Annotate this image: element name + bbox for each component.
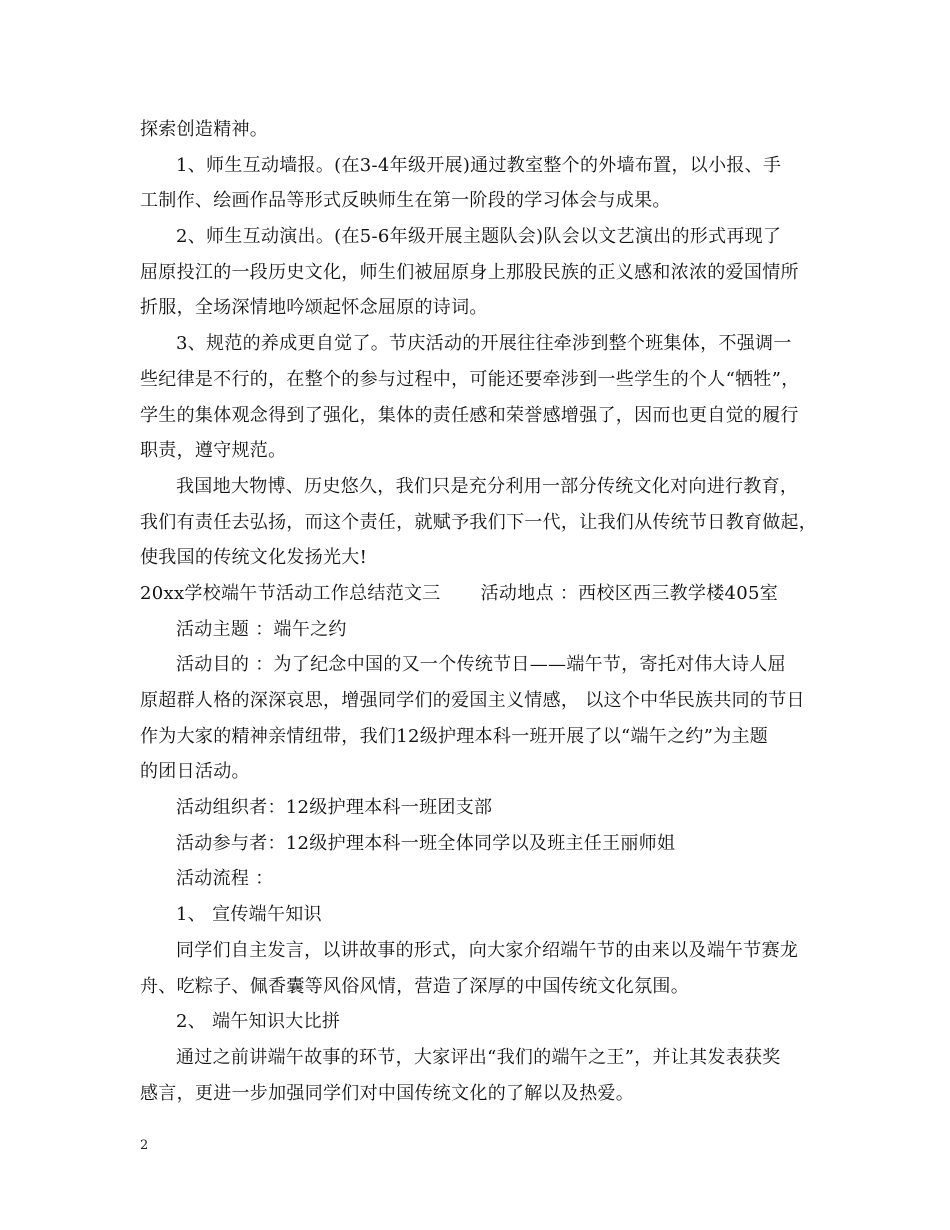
paragraph-line: 活动组织者：12级护理本科一班团支部 — [176, 797, 493, 819]
paragraph-line: 职责，遵守规范。 — [140, 440, 287, 462]
paragraph-line: 舟、吃粽子、佩香囊等风俗风情，营造了深厚的中国传统文化氛围。 — [140, 975, 689, 997]
paragraph-line: 折服，全场深情地吟颂起怀念屈原的诗词。 — [140, 297, 488, 319]
paragraph-line: 些纪律是不行的，在整个的参与过程中，可能还要牵涉到一些学生的个人“牺牲”， — [140, 368, 800, 390]
section-title: 20xx学校端午节活动工作总结范文三 — [140, 582, 441, 604]
paragraph-line: 我国地大物博、历史悠久，我们只是充分利用一部分传统文化对向进行教育， — [176, 475, 799, 497]
section-heading — [140, 576, 820, 612]
activity-location: 活动地点 ：西校区西三教学楼405室 — [480, 582, 779, 604]
page-number: 2 — [140, 1138, 149, 1153]
paragraph-line: 活动流程 ： — [176, 868, 274, 890]
document-body — [140, 112, 820, 1111]
paragraph-line: 活动主题 ：端午之约 — [176, 618, 347, 640]
paragraph-line: 通过之前讲端午故事的环节，大家评出“我们的端午之王”，并让其发表获奖 — [176, 1046, 781, 1068]
paragraph-line: 探索创造精神。 — [140, 119, 269, 140]
paragraph-line: 作为大家的精神亲情纽带，我们12级护理本科一班开展了以“端午之约”为主题 — [140, 725, 769, 747]
paragraph-line: 2、师生互动演出。(在5-6年级开展主题队会)队会以文艺演出的形式再现了 — [176, 226, 782, 248]
paragraph-line: 我们有责任去弘扬，而这个责任，就赋予我们下一代，让我们从传统节日教育做起， — [140, 511, 818, 533]
paragraph-line: 1、 宣传端午知识 — [176, 904, 322, 926]
paragraph-line: 学生的集体观念得到了强化，集体的责任感和荣誉感增强了，因而也更自觉的履行 — [140, 404, 799, 426]
paragraph-line: 1、师生互动墙报。(在3-4年级开展)通过教室整个的外墙布置，以小报、手 — [176, 154, 782, 176]
paragraph-line: 感言，更进一步加强同学们对中国传统文化的了解以及热爱。 — [140, 1082, 635, 1104]
paragraph-line: 的团日活动。 — [140, 761, 250, 783]
paragraph-line: 活动目的 ：为了纪念中国的又一个传统节日——端午节，寄托对伟大诗人屈 — [176, 654, 786, 676]
paragraph-line: 2、 端午知识大比拼 — [176, 1011, 341, 1033]
paragraph-line: 使我国的传统文化发扬光大! — [140, 547, 368, 569]
paragraph-line: 原超群人格的深深哀思，增强同学们的爱国主义情感， 以这个中华民族共同的节日 — [140, 690, 805, 711]
paragraph-line: 活动参与者：12级护理本科一班全体同学以及班主任王丽师姐 — [176, 832, 676, 854]
paragraph-line: 工制作、绘画作品等形式反映师生在第一阶段的学习体会与成果。 — [140, 190, 671, 212]
paragraph-line: 同学们自主发言，以讲故事的形式，向大家介绍端午节的由来以及端午节赛龙 — [176, 939, 799, 961]
paragraph-line: 3、规范的养成更自觉了。节庆活动的开展往往牵涉到整个班集体，不强调一 — [176, 333, 792, 355]
paragraph-line: 屈原投江的一段历史文化，师生们被屈原身上那股民族的正义感和浓浓的爱国情所 — [140, 261, 799, 283]
